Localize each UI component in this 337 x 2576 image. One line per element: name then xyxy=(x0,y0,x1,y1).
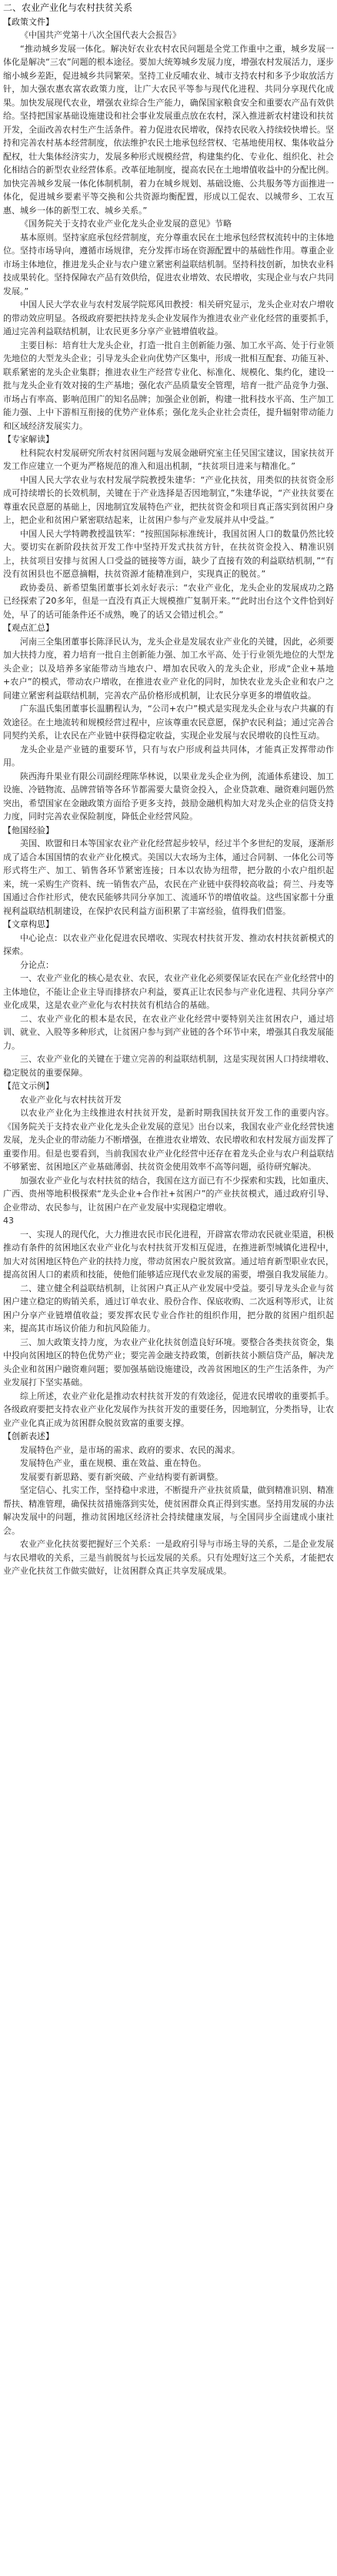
page-number: 43 xyxy=(3,1216,14,1226)
body-paragraph: 分论点： xyxy=(20,959,54,970)
body-paragraph: 坚定信心、扎实工作，坚持稳中求进，不断提升产业扶贫质量，做到精准识别、精准帮扶、精准管理，确保扶贫措施落到实处，使贫困群众真正得到实惠。坚持用发展的办法解决发展中的问题，推动贫困地区经济社会持续健康发展，与全国同步全面建成小康社会。 xyxy=(3,1485,334,1536)
document-title: 二、农业产业化与农村扶贫关系 xyxy=(3,2,133,13)
body-paragraph: 中国人民大学农业与农村发展学院郑风田教授：相关研究显示，龙头企业对农户增收的带动效应明显。各级政府要把扶持龙头企业发展作为推进农业产业化经营的重要抓手，通过完善利益联结机制，让农民更多分享产业链增值收益。 xyxy=(3,299,334,336)
body-paragraph: 农业产业化与农村扶贫开发 xyxy=(20,1094,122,1105)
body-paragraph: 中国人民大学农业与农村发展学院教授朱建华：“产业化扶贫，用类似的扶贫资金形成可持续增长的长效机制，关键在于产业选择是否因地制宜，”朱建华说，“产业扶贫要在尊重农民意愿的基础上，因地制宜发展特色产业，把扶贫资金和项目真正落实到贫困户身上，把企业和贫困户紧密联结起来，让贫困户参与产业发展并从中受益。” xyxy=(3,474,334,525)
body-paragraph: 二、建立健全利益联结机制，让贫困户真正从产业发展中受益。要引导龙头企业与贫困户建立稳定的购销关系，通过订单农业、股份合作、保底收购、二次返利等形式，让贫困户分享产业链增值收益；要发挥农民专业合作社的组织作用，把分散的贫困户组织起来，提高其市场议价能力和抗风险能力。 xyxy=(3,1283,334,1333)
body-paragraph: 杜科院农村发展研究所农村贫困问题与发展金融研究室主任吴国宝建议，国家扶贫开发工作应建立一个更为严格规范的准入和退出机制，“扶贫项目进来与精准化。” xyxy=(3,447,334,471)
body-paragraph: 《国务院关于支持农业产业化龙头企业发展的意见》节略 xyxy=(20,219,232,229)
body-paragraph: 发展要有新思路、要有新突破、产业结构要有新调整。 xyxy=(20,1471,223,1482)
body-paragraph: 二、农业产业化的根本是农民，在农业产业化经营中要特别关注贫困农户，通过培训、就业、入股等多种形式，让贫困户参与到产业链的各个环节中来，增强其自我发展能力。 xyxy=(3,1013,334,1051)
body-paragraph: 三、农业产业化的关键在于建立完善的利益联结机制，这是实现贫困人口持续增收、稳定脱贫的重要保障。 xyxy=(3,1054,334,1078)
body-paragraph: 综上所述，农业产业化是推动农村扶贫开发的有效途径，促进农民增收的重要抓手。各级政府要把支持农业产业化发展作为扶贫开发的重要任务，因地制宜，分类指导，让农业产业化真正成为贫困群众脱贫致富的重要支撑。 xyxy=(3,1390,334,1428)
body-paragraph: 广东温氏集团董事长温鹏程认为，“公司+农户”模式是实现龙头企业与农户共赢的有效途径。在土地流转和规模经营过程中，应该尊重农民意愿，保护农民利益；通过完善合同契约关系，让农民在产业链中获得稳定收益，实现企业发展与农民增收的良性互动。 xyxy=(3,704,334,741)
body-paragraph: 美国、欧盟和日本等国家农业产业化经营起步较早，经过半个多世纪的发展，逐渐形成了适合本国国情的农业产业化模式。美国以大农场为主体，通过合同制、一体化公司等形式将生产、加工、销售各环节紧密连接；日本以农协为纽带，把分散的小农户组织起来，统一采购生产资料、统一销售农产品，农民在产业链中获得较高收益；荷兰、丹麦等国通过合作社形式，使农民能够共同分享加工、流通环节的增值收益。这些国家都十分重视利益联结机制建设，在保护农民利益方面积累了丰富经验，值得我们借鉴。 xyxy=(3,838,334,916)
body-paragraph: 河南三全集团董事长陈泽民认为，龙头企业是发展农业产业化的关键，因此，必须要加大扶持力度，着力培育一批自主创新能力强、加工水平高、处于行业领先地位的大型龙头企业；以及培养多家能带动当地农户、增加农民收入的龙头企业，形成“企业+基地+农户”的模式，带动农户增收，在推进农业产业化的同时，加快农业龙头企业和农户之间建立紧密利益联结机制，完善农产品价格形成机制，让农民分享更多的增值收益。 xyxy=(3,636,334,701)
body-paragraph: 政协委员、新希望集团董事长刘永好表示：“农业产业化，龙头企业的发展成功之路已经探索了20多年，但是一直没有真正大规模推广复制开来。”“此时出台这个文件恰到好处，早了的话可能条件还不成熟，晚了的话又会错过机会。” xyxy=(3,582,334,620)
body-paragraph: “推动城乡发展一体化。解决好农业农村农民问题是全党工作重中之重，城乡发展一体化是解决“三农”问题的根本途径。要加大统筹城乡发展力度，增强农村发展活力，逐步缩小城乡差距，促进城乡共同繁荣。坚持工业反哺农业、城市支持农村和多予少取放活方针，加大强农惠农富农政策力度，让广大农民平等参与现代化进程、共同分享现代化成果。加快发展现代农业，增强农业综合生产能力，确保国家粮食安全和重要农产品有效供给。坚持把国家基础设施建设和社会事业发展重点放在农村，深入推进新农村建设和扶贫开发，全面改善农村生产生活条件。着力促进农民增收，保持农民收入持续较快增长。坚持和完善农村基本经营制度，依法维护农民土地承包经营权、宅基地使用权、集体收益分配权，壮大集体经济实力，发展多种形式规模经营，构建集约化、专业化、组织化、社会化相结合的新型农业经营体系。改革征地制度，提高农民在土地增值收益中的分配比例。加快完善城乡发展一体化体制机制，着力在城乡规划、基础设施、公共服务等方面推进一体化，促进城乡要素平等交换和公共资源均衡配置，形成以工促农、以城带乡、工农互惠、城乡一体的新型工农、城乡关系。” xyxy=(3,43,334,216)
body-paragraph: 《中国共产党第十八次全国代表大会报告》 xyxy=(20,30,181,40)
body-paragraph: 以农业产业化为主线推进农村扶贫开发，是新时期我国扶贫开发工作的重要内容。《国务院关于支持农业产业化龙头企业发展的意见》出台以来，我国农业产业化经营快速发展，龙头企业的带动能力不断增强，在推进农业增效、农民增收和农村发展方面发挥了重要作用。但是也要看到，当前我国农业产业化经营中还存在着龙头企业与农户利益联结不够紧密、贫困地区产业基础薄弱、扶贫资金使用效率不高等问题，亟待研究解决。 xyxy=(3,1108,334,1172)
body-paragraph: 加强农业产业化与农村扶贫的结合，我国在这方面已有不少探索和实践，比如重庆、广西、贵州等地积极探索“龙头企业+合作社+贫困户”的产业扶贫模式，通过政府引导、企业带动、农民参与，让贫困户在产业发展中实现稳定增收。 xyxy=(3,1175,334,1213)
body-paragraph: 陕西海升果业有限公司副经理陈华林说，以果业龙头企业为例，流通体系建设、加工设施、冷链物流、品牌营销等各环节都需要大量资金投入，企业贷款难、融资难问题仍然突出，希望国家在金融政策方面给予更多支持，鼓励金融机构加大对龙头企业的信贷支持力度，同时完善农业保险制度，降低企业经营风险。 xyxy=(3,771,334,821)
body-paragraph: 基本原则。坚持家庭承包经营制度，充分尊重农民在土地承包经营权流转中的主体地位。坚持市场导向，遵循市场规律，充分发挥市场在资源配置中的基础性作用。尊重企业市场主体地位，推进龙头企业与农户建立紧密利益联结机制。坚持科技创新，加快农业科技成果转化。坚持保障农产品有效供给，促进农业增效、农民增收，实现企业与农户共同发展。” xyxy=(3,232,334,296)
section-heading: 【他国经验】 xyxy=(3,825,54,835)
section-heading: 【范文示例】 xyxy=(3,1081,54,1091)
body-paragraph: 主要目标：培育壮大龙头企业，打造一批自主创新能力强、加工水平高、处于行业领先地位的大型龙头企业；引导龙头企业向优势产区集中，形成一批相互配套、功能互补、联系紧密的龙头企业集群；推进农业生产经营专业化、标准化、规模化、集约化，建设一批与龙头企业有效对接的生产基地；强化农产品质量安全管理，培育一批产品竞争力强、市场占有率高、影响范围广的知名品牌；加强企业创新，构建一批科技水平高、生产加工能力强、上中下游相互衔接的优势产业体系；强化龙头企业社会责任，提升辐射带动能力和区域经济发展实力。 xyxy=(3,340,334,431)
body-paragraph: 一、实现人的现代化，大力推进农民市民化进程，开辟富农带动农民就业渠道，积极推动有条件的贫困地区农业产业化与农村扶贫开发相互促进，在推进新型城镇化进程中，加大对贫困地区特色产业的扶持力度，带动贫困农户脱贫致富。通过培育新型职业农民，提高贫困人口的素质和技能，使他们能够适应现代农业发展的需要，增强自我发展能力。 xyxy=(3,1229,334,1280)
body-paragraph: 三、加大政策支持力度，为农业产业化扶贫创造良好环境。要整合各类扶贫资金，集中投向贫困地区的特色优势产业；要完善金融支持政策，创新扶贫小额信贷产品，解决龙头企业和贫困户融资难问题；要加强基础设施建设，改善贫困地区的生产生活条件，为产业发展打下坚实基础。 xyxy=(3,1337,334,1387)
body-paragraph: 中心论点：以农业产业化促进农民增收、实现农村扶贫开发、推动农村扶贫新模式的探索。 xyxy=(3,932,334,956)
body-paragraph: 发展特色产业，是市场的需求、政府的要求、农民的渴求。 xyxy=(20,1444,240,1455)
body-paragraph: 中国人民大学特聘教授温铁军：“按照国际标准统计，我国贫困人口的数量仍然比较大。要切实在新阶段扶贫开发工作中坚持开发式扶贫方针，在扶贫资金投入、精准识别上，扶贫项目安排与贫困人口受益的链接等方面，缺少了直接有效的利益联结机制，”“有没有贫困县也不愿意摘帽，扶贫资源才能精准到户，实现真正的脱贫。” xyxy=(3,528,334,579)
section-heading: 【政策文件】 xyxy=(3,16,54,27)
section-heading: 【专家解读】 xyxy=(3,434,54,444)
body-paragraph: 龙头企业是产业链的重要环节，只有与农户形成利益共同体，才能真正发挥带动作用。 xyxy=(3,744,334,768)
section-heading: 【文章构思】 xyxy=(3,919,54,929)
section-heading: 【观点汇总】 xyxy=(3,623,54,633)
section-heading: 【创新表述】 xyxy=(3,1431,54,1441)
body-paragraph: 一、农业产业化的核心是农业、农民，农业产业化必须要保证农民在产业化经营中的主体地位，不能让企业主导而排挤农户利益，要真正让农民参与产业化进程、共同分享产业化成果，这是农业产业化与农村扶贫有机结合的基础。 xyxy=(3,973,334,1010)
body-paragraph: 农业产业化扶贫要把握好三个关系：一是政府引导与市场主导的关系，二是企业发展与农民增收的关系，三是当前脱贫与长远发展的关系。只有处理好这三个关系，才能把农业产业化扶贫工作做实做好，让贫困群众真正共享发展成果。 xyxy=(3,1539,334,1576)
body-paragraph: 发展特色产业，重在规模、重在效益、重在特色。 xyxy=(20,1458,206,1468)
